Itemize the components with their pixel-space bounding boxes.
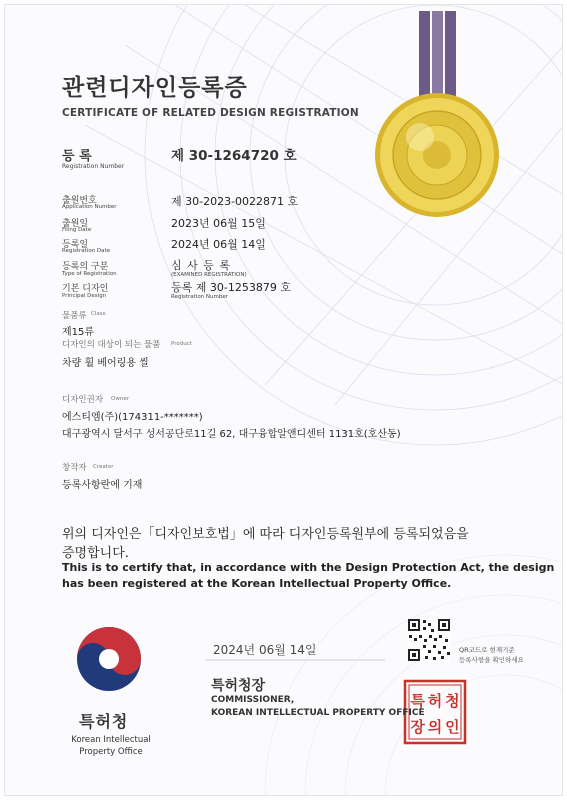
qr-note-line1: QR코드로 현재기준 [459, 646, 515, 654]
creator-label-en: Creator [93, 464, 114, 470]
application-label: 출원번호 [62, 196, 97, 206]
issue-date: 2024년 06월 14일 [213, 643, 317, 657]
statement-ko-line2: 증명합니다. [62, 546, 129, 561]
stamp-char: 인 [445, 717, 460, 736]
principal-design-label: 기본 디자인 [62, 284, 109, 294]
statement-en-line1: This is to certify that, in accordance with the Design Protection Act, the design [62, 561, 555, 574]
principal-design-label-en: Principal Design [62, 293, 107, 299]
signer-title-en-line1: COMMISSIONER, [211, 695, 295, 705]
class-value: 제15류 [62, 327, 95, 338]
owner-name: 에스티엠(주)(174311-*******) [62, 412, 203, 423]
registration-date-label: 등록일 [62, 240, 89, 250]
class-label-en: Class [91, 311, 106, 317]
kipo-name-ko: 특허청 [79, 712, 129, 731]
stamp-lettering [409, 687, 461, 739]
product-value: 차량 휠 베어링용 씰 [62, 358, 149, 369]
owner-label-en: Owner [111, 396, 129, 402]
application-label-en: Application Number [62, 204, 117, 210]
filing-date: 2023년 06월 15일 [171, 217, 266, 230]
product-label-en: Product [171, 341, 192, 347]
statement-en-line2: has been registered at the Korean Intellectual Property Office. [62, 577, 452, 590]
creator-value: 등록사항란에 기재 [62, 480, 143, 491]
registration-type-en: (EXAMINED REGISTRATION) [171, 272, 247, 278]
type-label: 등록의 구분 [62, 262, 109, 272]
filing-label: 출원일 [62, 219, 89, 229]
kipo-name-en-line2: Property Office [79, 747, 143, 757]
product-label: 디자인의 대상이 되는 물품 [62, 340, 161, 350]
application-number: 제 30-2023-0022871 호 [171, 195, 299, 208]
principal-design-number: 등록 제 30-1253879 호 [171, 281, 291, 294]
stamp-char: 의 [427, 717, 443, 736]
registration-date: 2024년 06월 14일 [171, 238, 266, 251]
certificate-title: 관련디자인등록증 [62, 75, 248, 101]
gold-seal-emblem [375, 93, 499, 217]
qr-code [408, 619, 450, 661]
signer-title-en-line2: KOREAN INTELLECTUAL PROPERTY OFFICE [211, 708, 425, 718]
registration-label: 등 록 [62, 149, 92, 164]
stamp-char: 청 [445, 691, 460, 710]
qr-note-line2: 등록사항을 확인하세요 [459, 656, 524, 664]
stamp-char: 장 [410, 717, 425, 736]
kipo-name-en-line1: Korean Intellectual [71, 735, 151, 745]
kipo-logo-emblem [77, 627, 141, 691]
principal-design-sub: Registration Number [171, 294, 229, 300]
type-label-en: Type of Registration [62, 271, 117, 277]
certificate-title-en: CERTIFICATE OF RELATED DESIGN REGISTRATION [62, 107, 359, 119]
stamp-char: 특 [410, 691, 425, 710]
creator-label: 창작자 [62, 463, 87, 473]
registration-type: 심 사 등 록 [171, 259, 231, 272]
signer-title: 특허청장 [211, 678, 266, 694]
certificate-page [4, 4, 563, 796]
owner-address: 대구광역시 달서구 성서공단로11길 62, 대구융합알앤디센터 1131호(호산동) [62, 429, 401, 440]
stamp-char: 허 [427, 691, 443, 710]
filing-label-en: Filing Date [62, 227, 92, 233]
registration-label-en: Registration Number [62, 163, 125, 170]
owner-label: 디자인권자 [62, 395, 104, 405]
statement-ko-line1: 위의 디자인은「디자인보호법」에 따라 디자인등록원부에 등록되었음을 [62, 527, 469, 542]
class-label: 물품류 [62, 311, 87, 321]
registration-number: 제 30-1264720 호 [171, 148, 297, 164]
registration-date-label-en: Registration Date [62, 248, 111, 254]
